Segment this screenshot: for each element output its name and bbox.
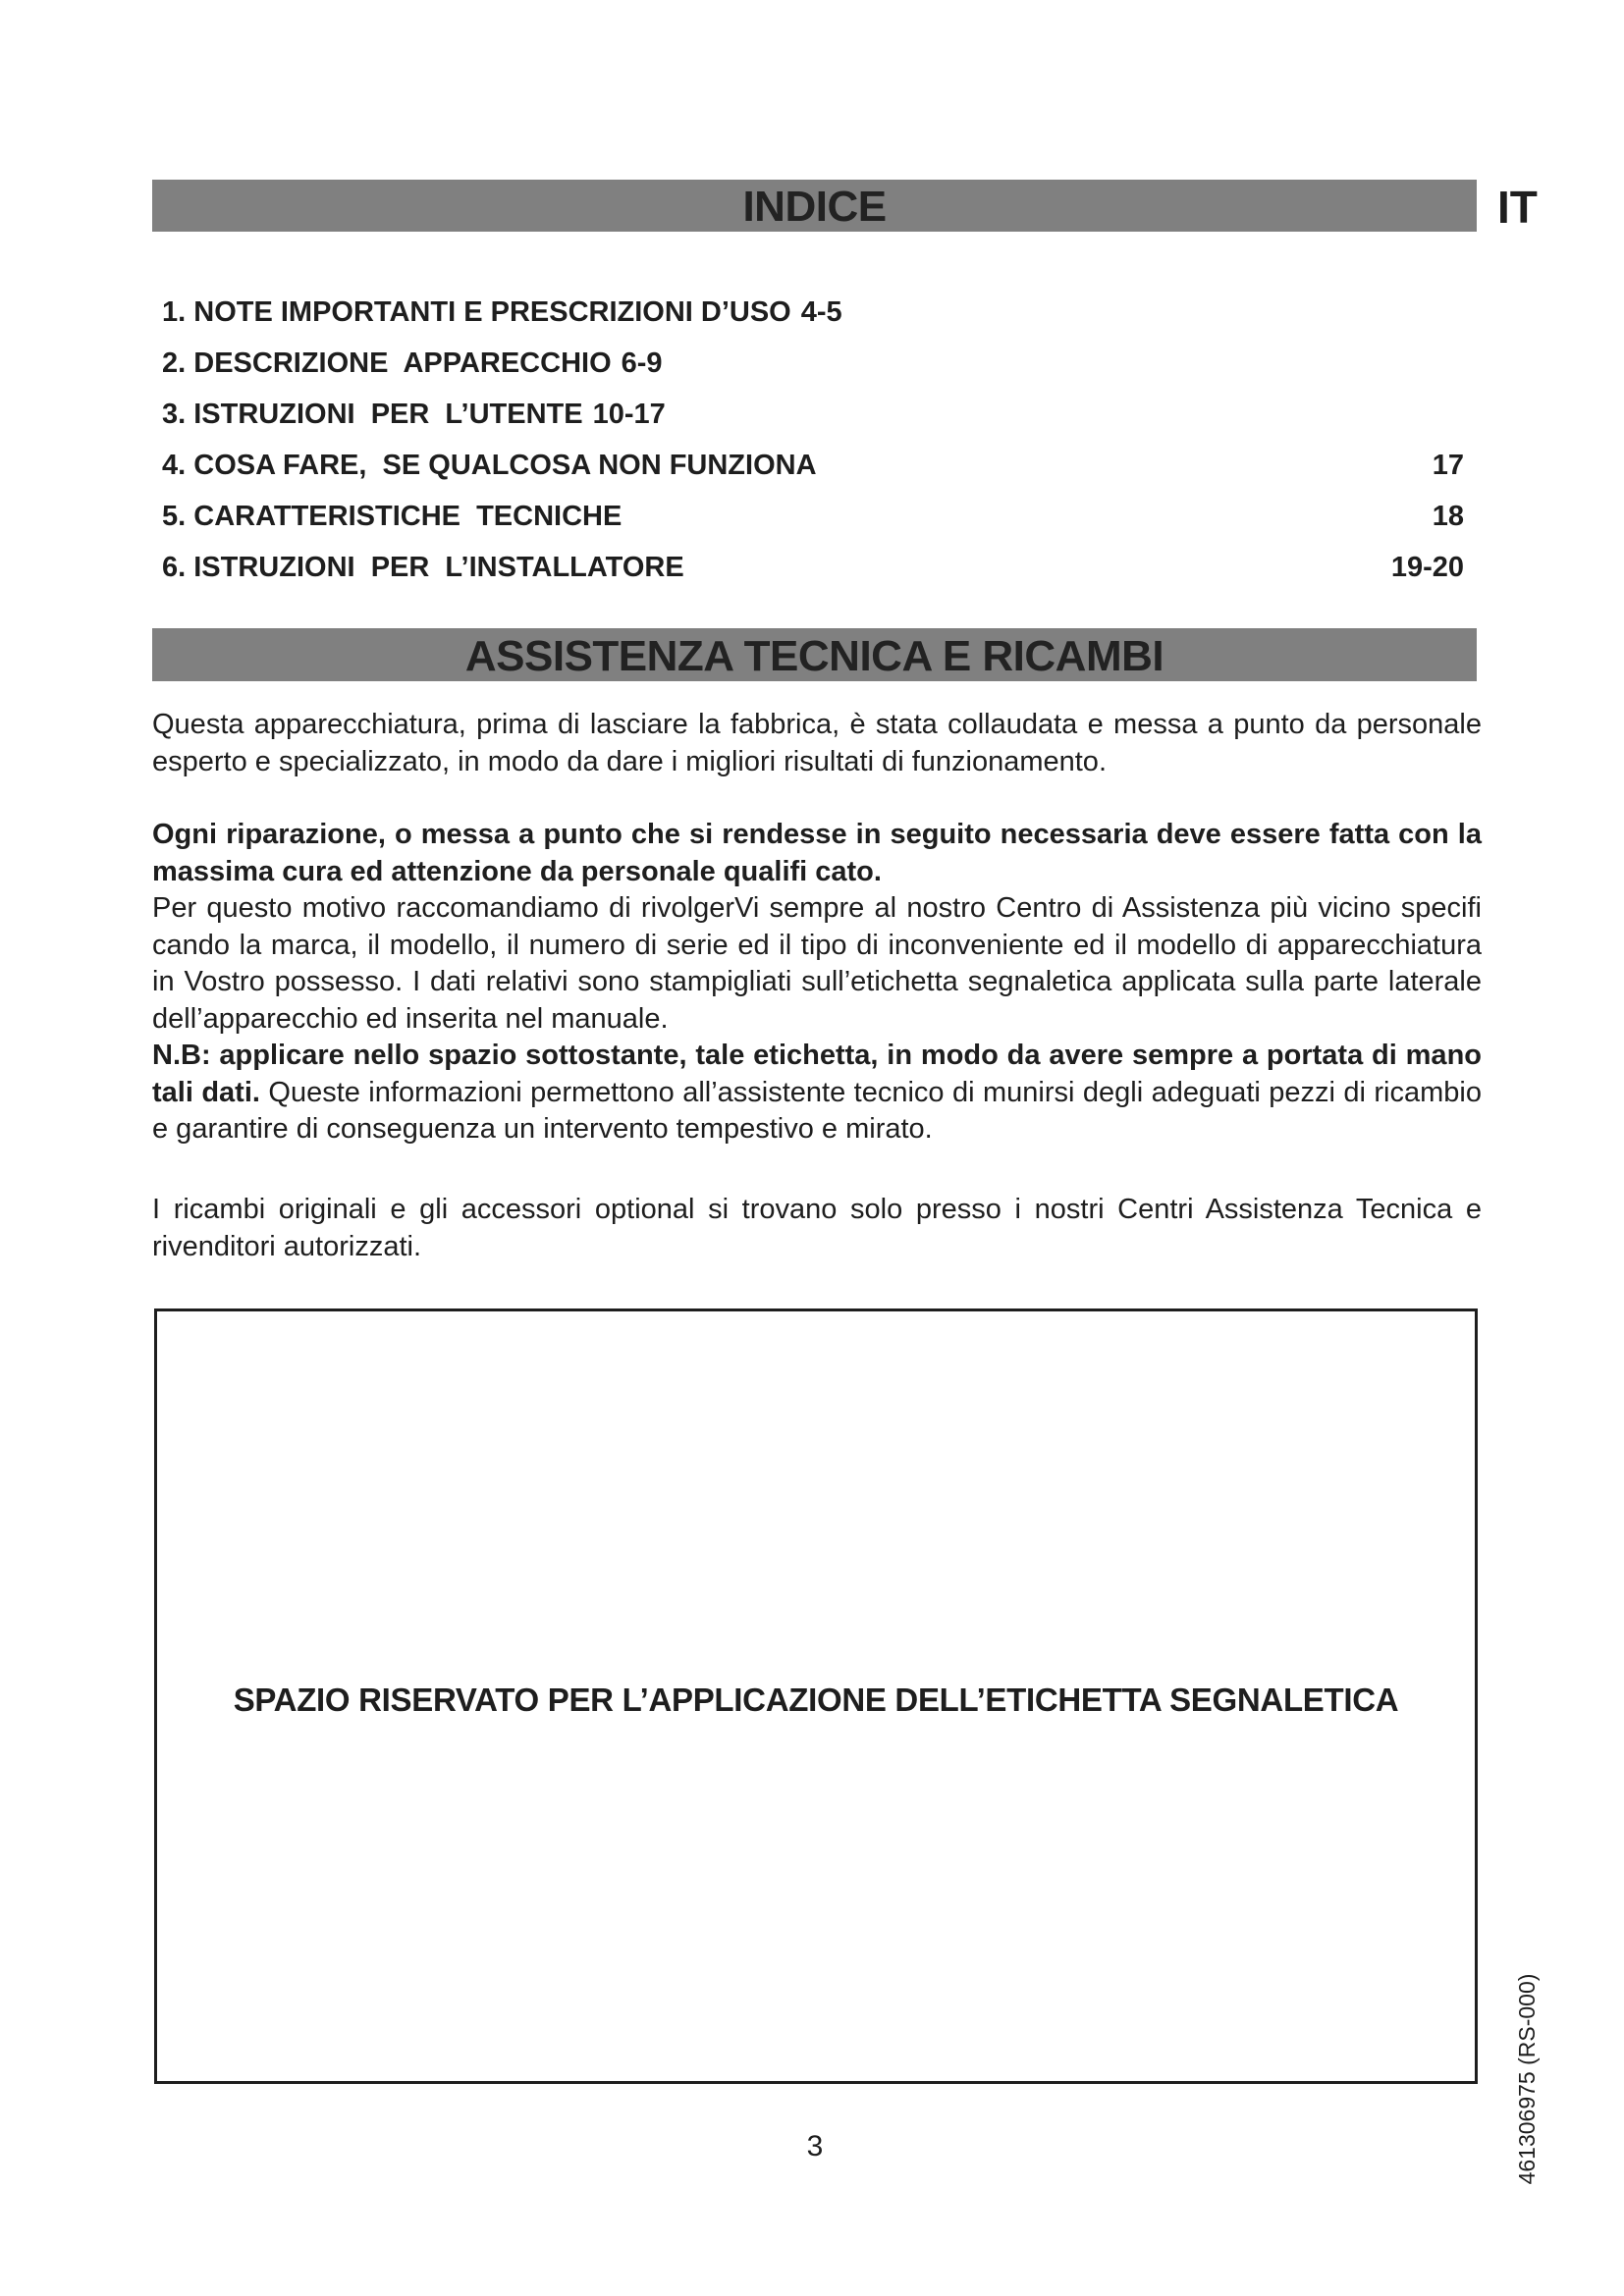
- toc-number: 4.: [162, 450, 187, 481]
- toc-title: COSA FARE, SE QUALCOSA NON FUNZIONA: [193, 450, 817, 481]
- index-title: INDICE: [742, 183, 887, 231]
- nb-text: Queste informazioni permettono all’assistente tecnico di munirsi degli adeguati pezzi di ricambio e garantire di conseguenza un intervento tempestivo e mirato.: [152, 1076, 1482, 1145]
- document-code: 461306975 (RS-000): [1514, 1973, 1540, 2185]
- assistance-title: ASSISTENZA TECNICA E RICAMBI: [464, 632, 1164, 680]
- toc-number: 2.: [162, 347, 187, 379]
- label-box-text: SPAZIO RISERVATO PER L’APPLICAZIONE DELL’ETICHETTA SEGNALETICA: [233, 1682, 1399, 1718]
- toc-page: 19-20: [1390, 552, 1464, 583]
- toc-number: 1.: [162, 296, 187, 328]
- toc-entry: [162, 542, 1464, 593]
- toc-inline-page: 4-5: [800, 296, 842, 328]
- language-code: IT: [1497, 182, 1538, 233]
- page-number: 3: [806, 2130, 824, 2163]
- toc-number: 6.: [162, 552, 187, 583]
- spare-parts-paragraph: [152, 1192, 1482, 1265]
- index-header-bar: [152, 180, 1477, 232]
- toc-number: 3.: [162, 399, 187, 430]
- label-placement-box: [154, 1308, 1478, 2084]
- toc-entry: [162, 389, 1464, 440]
- toc-title: ISTRUZIONI PER L’UTENTE: [193, 399, 583, 430]
- toc-title: DESCRIZIONE APPARECCHIO: [193, 347, 612, 379]
- toc-entry: [162, 440, 1464, 491]
- nb-paragraph: [152, 1038, 1482, 1148]
- toc-page: 17: [1432, 450, 1464, 481]
- assistance-header-bar: [152, 628, 1477, 681]
- toc-title: CARATTERISTICHE TECNICHE: [193, 501, 623, 532]
- intro-paragraph: [152, 707, 1482, 780]
- repair-text: Per questo motivo raccomandiamo di rivolgerVi sempre al nostro Centro di Assistenza più vicino specifi cando la marca, il modello, il numero di serie ed il tipo di inconveniente ed il modello di apparecchiatura in Vostro possesso. I dati relativi sono stampigliati sull’etichetta segnaletica applicata sulla parte laterale dell’apparecchio ed inserita nel manuale.: [152, 892, 1482, 1035]
- intro-text: Questa apparecchiatura, prima di lasciare la fabbrica, è stata collaudata e messa a punto da personale esperto e specializzato, in modo da dare i migliori risultati di funzionamento.: [152, 709, 1482, 777]
- toc-entry: [162, 491, 1464, 542]
- toc-number: 5.: [162, 501, 187, 532]
- toc-page: 18: [1432, 501, 1464, 532]
- nb-warning: N.B: applicare nello spazio sottostante, tale etichetta, in modo da avere sempre a portata di mano tali dati.: [152, 1040, 1482, 1108]
- table-of-contents: [162, 287, 1464, 593]
- repair-warning: Ogni riparazione, o messa a punto che si rendesse in seguito necessaria deve essere fatta con la massima cura ed attenzione da personale qualifi cato.: [152, 819, 1482, 887]
- toc-entry: [162, 338, 1464, 389]
- repair-paragraph: [152, 817, 1482, 1148]
- toc-inline-page: 10-17: [592, 399, 666, 430]
- spare-parts-text: I ricambi originali e gli accessori optional si trovano solo presso i nostri Centri Assistenza Tecnica e rivenditori autorizzati.: [152, 1194, 1482, 1262]
- toc-entry: [162, 287, 1464, 338]
- toc-title: NOTE IMPORTANTI E PRESCRIZIONI D’USO: [193, 296, 791, 328]
- toc-title: ISTRUZIONI PER L’INSTALLATORE: [193, 552, 684, 583]
- toc-inline-page: 6-9: [621, 347, 663, 379]
